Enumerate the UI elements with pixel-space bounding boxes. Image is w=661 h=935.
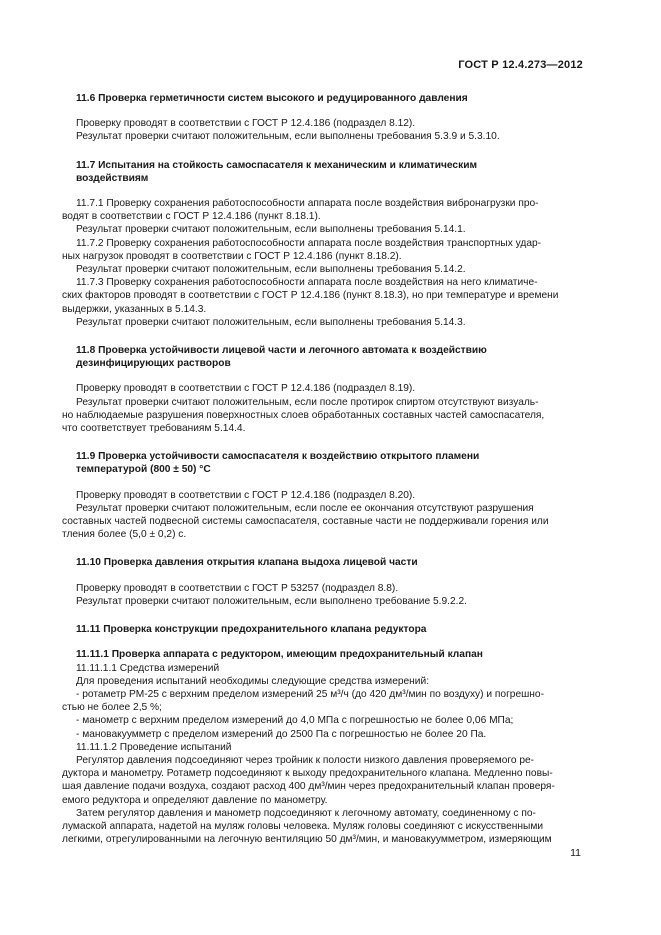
paragraph-line: Результат проверки считают положительным, если выполнены требования 5.14.3. [76,316,466,328]
list-item: - манометр с верхним пределом измерений до 4,0 МПа с погрешностью не более 0,06 МПа; [76,715,514,727]
section-title-11-8: 11.8 Проверка устойчивости лицевой части и легочного автомата к воздействию [76,345,487,357]
paragraph: Результат проверки считают положительным, если выполнены требования 5.3.9 и 5.3.10. [76,131,500,143]
section-title-11-9: 11.9 Проверка устойчивости самоспасателя к воздействию открытого пламени [76,451,480,463]
paragraph-line: 11.7.3 Проверку сохранения работоспособности аппарата после воздействия на него климатиче- [76,277,538,289]
section-title-11-7-cont: воздействиям [76,172,149,184]
paragraph-line: Результат проверки считают положительным, если выполнено требование 5.9.2.2. [76,595,467,607]
paragraph-line: 11.7.1 Проверку сохранения работоспособности аппарата после воздействия вибронагрузки про- [76,198,539,210]
paragraph-line: Проверку проводят в соответствии с ГОСТ Р 53257 (подраздел 8.8). [76,582,399,594]
paragraph-line: дуктора и манометру. Ротаметр подсоединяют к выходу предохранительного клапана. Медленно повы- [62,768,553,780]
section-title-11-8-cont: дезинфицирующих растворов [76,358,231,370]
paragraph-line: водят в соответствии с ГОСТ Р 12.4.186 (пункт 8.18.1). [62,211,321,223]
paragraph-line: 11.7.2 Проверку сохранения работоспособности аппарата после воздействия транспортных удар- [76,237,542,249]
paragraph-line: но наблюдаемые разрушения поверхностных слоев обработанных составных частей самоспасателя, [62,409,545,421]
paragraph-line: что соответствует требованиям 5.14.4. [62,423,246,435]
paragraph-line: шая давление подачи воздуха, создают расход 400 дм³/мин через предохранительный клапан проверя- [62,781,555,793]
section-title-11-9-cont: температурой (800 ± 50) °С [76,464,211,476]
paragraph-line: 11.11.1.2 Проведение испытаний [76,741,232,753]
paragraph-line: составных частей подвесной системы самоспасателя, составные части не поддерживали горения или [62,516,549,528]
standard-code: ГОСТ Р 12.4.273—2012 [458,59,583,71]
list-item: - мановакуумметр с пределом измерений до 2500 Па с погрешностью не более 20 Па. [76,728,487,740]
paragraph-line: Проверку проводят в соответствии с ГОСТ Р 12.4.186 (подраздел 8.20). [76,489,416,501]
section-title-11-11: 11.11 Проверка конструкции предохранительного клапана редуктора [76,624,427,636]
list-item: - ротаметр РМ-25 с верхним пределом измерений 25 м³/ч (до 420 дм³/мин по воздуху) и погрешно- [76,688,544,700]
paragraph: Проверку проводят в соответствии с ГОСТ Р 12.4.186 (подраздел 8.12). [76,118,416,130]
paragraph-line: лумаской аппарата, надетой на муляж головы человека. Муляж головы соединяют с искусственными [62,820,544,832]
paragraph-line: 11.11.1.1 Средства измерений [76,662,220,674]
paragraph-line: легкими, отрегулированными на легочную вентиляцию 50 дм³/мин, и мановакуумметром, измеряющим [62,834,552,846]
paragraph-line: Результат проверки считают положительным, если выполнены требования 5.14.1. [76,224,466,236]
paragraph-line: ских факторов проводят в соответствии с ГОСТ Р 12.4.186 (пункт 8.18.3), но при температуре и времени [62,290,559,302]
section-title-11-7: 11.7 Испытания на стойкость самоспасателя к механическим и климатическим [76,159,477,171]
subsection-title-11-11-1: 11.11.1 Проверка аппарата с редуктором, имеющим предохранительный клапан [76,649,483,661]
section-title-11-6: 11.6 Проверка герметичности систем высокого и редуцированного давления [76,93,468,104]
list-item-cont: стью не более 2,5 %; [62,702,162,714]
paragraph-line: тления более (5,0 ± 0,2) с. [62,529,187,541]
paragraph-line: емого редуктора и определяют давление по манометру. [62,794,328,806]
document-body [62,92,583,846]
paragraph-line: ных нагрузок проводят в соответствии с ГОСТ Р 12.4.186 (пункт 8.18.2). [62,250,402,262]
section-title-11-10: 11.10 Проверка давления открытия клапана выдоха лицевой части [76,557,418,569]
paragraph-line: Проверку проводят в соответствии с ГОСТ Р 12.4.186 (подраздел 8.19). [76,383,416,395]
paragraph-line: Результат проверки считают положительным, если после ее окончания отсутствуют разрушения [76,502,534,514]
paragraph-line: Для проведения испытаний необходимы следующие средства измерений: [76,675,430,687]
paragraph-line: выдержки, указанных в 5.14.3. [62,303,207,315]
page-number: 11 [570,847,581,859]
paragraph-line: Регулятор давления подсоединяют через тройник к полости низкого давления проверяемого ре- [76,754,535,766]
paragraph-line: Результат проверки считают положительным, если выполнены требования 5.14.2. [76,264,466,276]
paragraph-line: Результат проверки считают положительным, если после протирок спиртом отсутствуют визуаль- [76,396,539,408]
paragraph-line: Затем регулятор давления и манометр подсоединяют к легочному автомату, соединенному с по- [76,807,536,819]
